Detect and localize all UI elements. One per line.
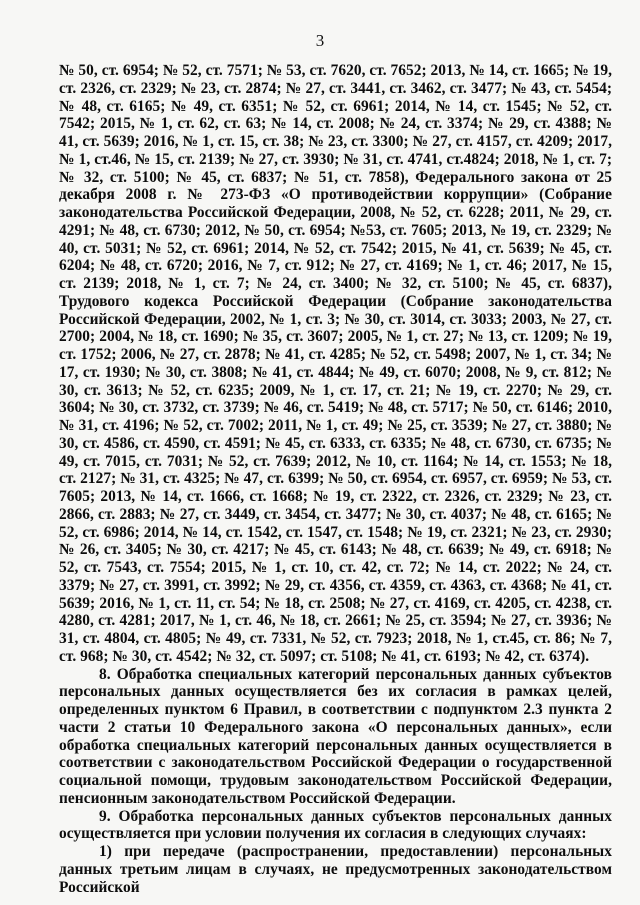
document-body <box>59 62 612 896</box>
paragraph-item-8: 8. Обработка специальных категорий персональных данных субъектов персональных данных осуществляется без их согласия в рамках целей, определенных пунктом 6 Правил, в соответствии с подпунктом 2.3 пункта 2 части 2 статьи 10 Федерального закона «О персональных данных», если обработка специальных категорий персональных данных осуществляется в соответствии с законодательством Российской Федерации о государственной социальной помощи, трудовым законодательством Российской Федерации, пенсионным законодательством Российской Федерации. <box>59 665 612 807</box>
paragraph-legal-references: № 50, ст. 6954; № 52, ст. 7571; № 53, ст. 7620, ст. 7652; 2013, № 14, ст. 1665; № 19, ст. 2326, ст. 2329; № 23, ст. 2874; № 27, ст. 3441, ст. 3462, ст. 3477; № 43, ст. 5454; № 48, ст. 6165; № 49, ст. 6351; № 52, ст. 6961; 2014, № 14, ст. 1545; № 52, ст. 7542; 2015, № 1, ст. 62, ст. 63; № 14, ст. 2008; № 24, ст. 3374; № 29, ст. 4388; № 41, ст. 5639; 2016, № 1, ст. 15, ст. 38; № 23, ст. 3300; № 27, ст. 4157, ст. 4209; 2017, № 1, ст.46, № 15, ст. 2139; № 27, ст. 3930; № 31, ст. 4741, ст.4824; 2018, № 1, ст. 7; № 32, ст. 5100; № 45, ст. 6837; № 51, ст. 7858), Федерального закона от 25 декабря 2008 г. № 273-ФЗ «О противодействии коррупции» (Собрание законодательства Российской Федерации, 2008, № 52, ст. 6228; 2011, № 29, ст. 4291; № 48, ст. 6730; 2012, № 50, ст. 6954; №53, ст. 7605; 2013, № 19, ст. 2329; № 40, ст. 5031; № 52, ст. 6961; 2014, № 52, ст. 7542; 2015, № 41, ст. 5639; № 45, ст. 6204; № 48, ст. 6720; 2016, № 7, ст. 912; № 27, ст. 4169; № 1, ст. 46; 2017, № 15, ст. 2139; 2018, № 1, ст. 7; № 24, ст. 3400; № 32, ст. 5100; № 45, ст. 6837), Трудового кодекса Российской Федерации (Собрание законодательства Российской Федерации, 2002, № 1, ст. 3; № 30, ст. 3014, ст. 3033; 2003, № 27, ст. 2700; 2004, № 18, ст. 1690; № 35, ст. 3607; 2005, № 1, ст. 27; № 13, ст. 1209; № 19, ст. 1752; 2006, № 27, ст. 2878; № 41, ст. 4285; № 52, ст. 5498; 2007, № 1, ст. 34; № 17, ст. 1930; № 30, ст. 3808; № 41, ст. 4844; № 49, ст. 6070; 2008, № 9, ст. 812; № 30, ст. 3613; № 52, ст. 6235; 2009, № 1, ст. 17, ст. 21; № 19, ст. 2270; № 29, ст. 3604; № 30, ст. 3732, ст. 3739; № 46, ст. 5419; № 48, ст. 5717; № 50, ст. 6146; 2010, № 31, ст. 4196; № 52, ст. 7002; 2011, № 1, ст. 49; № 25, ст. 3539; № 27, ст. 3880; № 30, ст. 4586, ст. 4590, ст. 4591; № 45, ст. 6333, ст. 6335; № 48, ст. 6730, ст. 6735; № 49, ст. 7015, ст. 7031; № 52, ст. 7639; 2012, № 10, ст. 1164; № 14, ст. 1553; № 18, ст. 2127; № 31, ст. 4325; № 47, ст. 6399; № 50, ст. 6954, ст. 6957, ст. 6959; № 53, ст. 7605; 2013, № 14, ст. 1666, ст. 1668; № 19, ст. 2322, ст. 2326, ст. 2329; № 23, ст. 2866, ст. 2883; № 27, ст. 3449, ст. 3454, ст. 3477; № 30, ст. 4037; № 48, ст. 6165; № 52, ст. 6986; 2014, № 14, ст. 1542, ст. 1547, ст. 1548; № 19, ст. 2321; № 23, ст. 2930; № 26, ст. 3405; № 30, ст. 4217; № 45, ст. 6143; № 48, ст. 6639; № 49, ст. 6918; № 52, ст. 7543, ст. 7554; 2015, № 1, ст. 10, ст. 42, ст. 72; № 14, ст. 2022; № 24, ст. 3379; № 27, ст. 3991, ст. 3992; № 29, ст. 4356, ст. 4359, ст. 4363, ст. 4368; № 41, ст. 5639; 2016, № 1, ст. 11, ст. 54; № 18, ст. 2508; № 27, ст. 4169, ст. 4205, ст. 4238, ст. 4280, ст. 4281; 2017, № 1, ст. 46, № 18, ст. 2661; № 25, ст. 3594; № 27, ст. 3936; № 31, ст. 4804, ст. 4805; № 49, ст. 7331, № 52, ст. 7923; 2018, № 1, ст.45, ст. 86; № 7, ст. 968; № 30, ст. 4542; № 32, ст. 5097; ст. 5108; № 41, ст. 6193; № 42, ст. 6374). <box>59 62 613 665</box>
paragraph-item-9: 9. Обработка персональных данных субъектов персональных данных осуществляется при условии получения их согласия в следующих случаях: <box>59 807 612 843</box>
page-number: 3 <box>315 31 325 50</box>
paragraph-subitem-1: 1) при передаче (распространении, предоставлении) персональных данных третьим лицам в случаях, не предусмотренных законодательством Российской <box>59 843 612 896</box>
